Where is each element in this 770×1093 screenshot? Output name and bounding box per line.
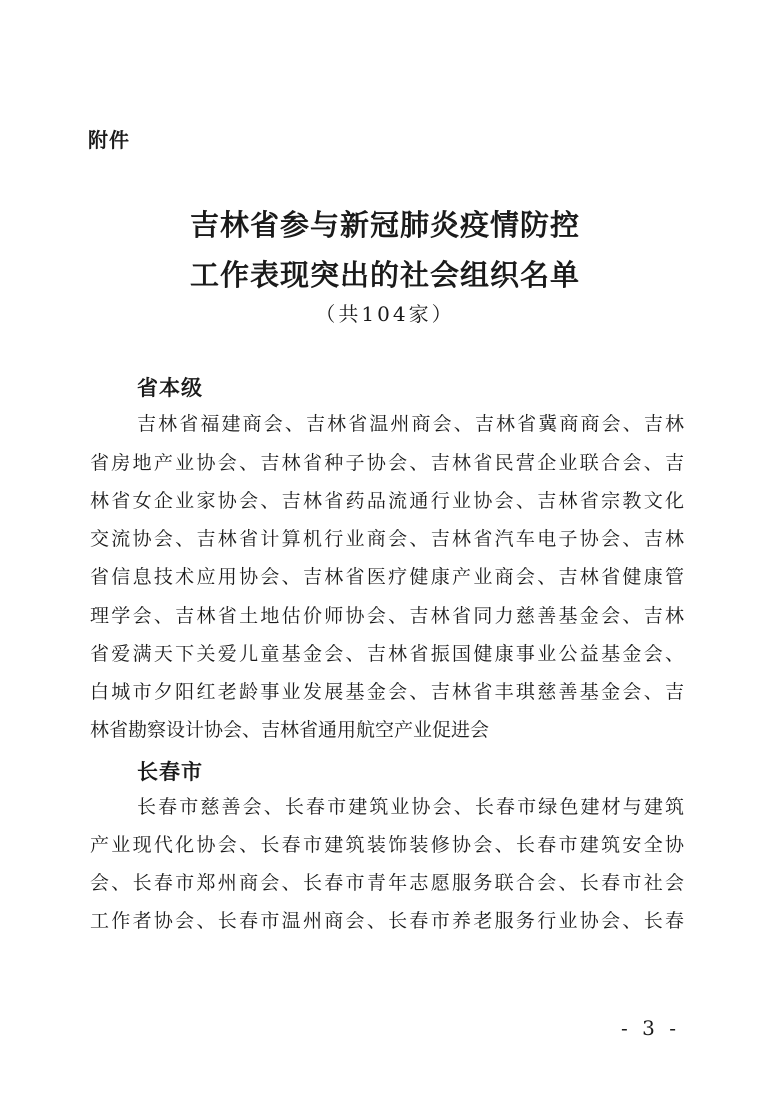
document-title-line-2: 工作表现突出的社会组织名单 <box>189 258 580 292</box>
paragraph-line: 工作者协会、长春市温州商会、长春市养老服务行业协会、长春 <box>90 910 684 932</box>
paragraph-line: 省爱满天下关爱儿童基金会、吉林省振国健康事业公益基金会、 <box>90 643 684 665</box>
paragraph-line: 省信息技术应用协会、吉林省医疗健康产业商会、吉林省健康管 <box>90 566 684 588</box>
document-title-line-1: 吉林省参与新冠肺炎疫情防控 <box>189 208 580 242</box>
section-heading-changchun: 长春市 <box>137 760 203 784</box>
paragraph-line: 产业现代化协会、长春市建筑装饰装修协会、长春市建筑安全协 <box>90 834 684 856</box>
paragraph-line: 省房地产业协会、吉林省种子协会、吉林省民营企业联合会、吉 <box>90 452 684 474</box>
paragraph-line: 交流协会、吉林省计算机行业商会、吉林省汽车电子协会、吉林 <box>90 528 684 550</box>
paragraph-line: 理学会、吉林省土地估价师协会、吉林省同力慈善基金会、吉林 <box>90 605 684 627</box>
attachment-label: 附件 <box>88 128 130 152</box>
paragraph-line: 长春市慈善会、长春市建筑业协会、长春市绿色建材与建筑 <box>137 796 684 818</box>
paragraph-line: 白城市夕阳红老龄事业发展基金会、吉林省丰琪慈善基金会、吉 <box>90 681 684 703</box>
section-heading-provincial: 省本级 <box>137 376 203 400</box>
page-number: - 3 - <box>621 1016 680 1040</box>
paragraph-line: 林省女企业家协会、吉林省药品流通行业协会、吉林省宗教文化 <box>90 490 684 512</box>
paragraph-line: 会、长春市郑州商会、长春市青年志愿服务联合会、长春市社会 <box>90 872 684 894</box>
paragraph-line: 林省勘察设计协会、吉林省通用航空产业促进会 <box>90 719 490 741</box>
paragraph-line: 吉林省福建商会、吉林省温州商会、吉林省冀商商会、吉林 <box>137 413 684 435</box>
organization-count: （共104家） <box>315 302 455 326</box>
